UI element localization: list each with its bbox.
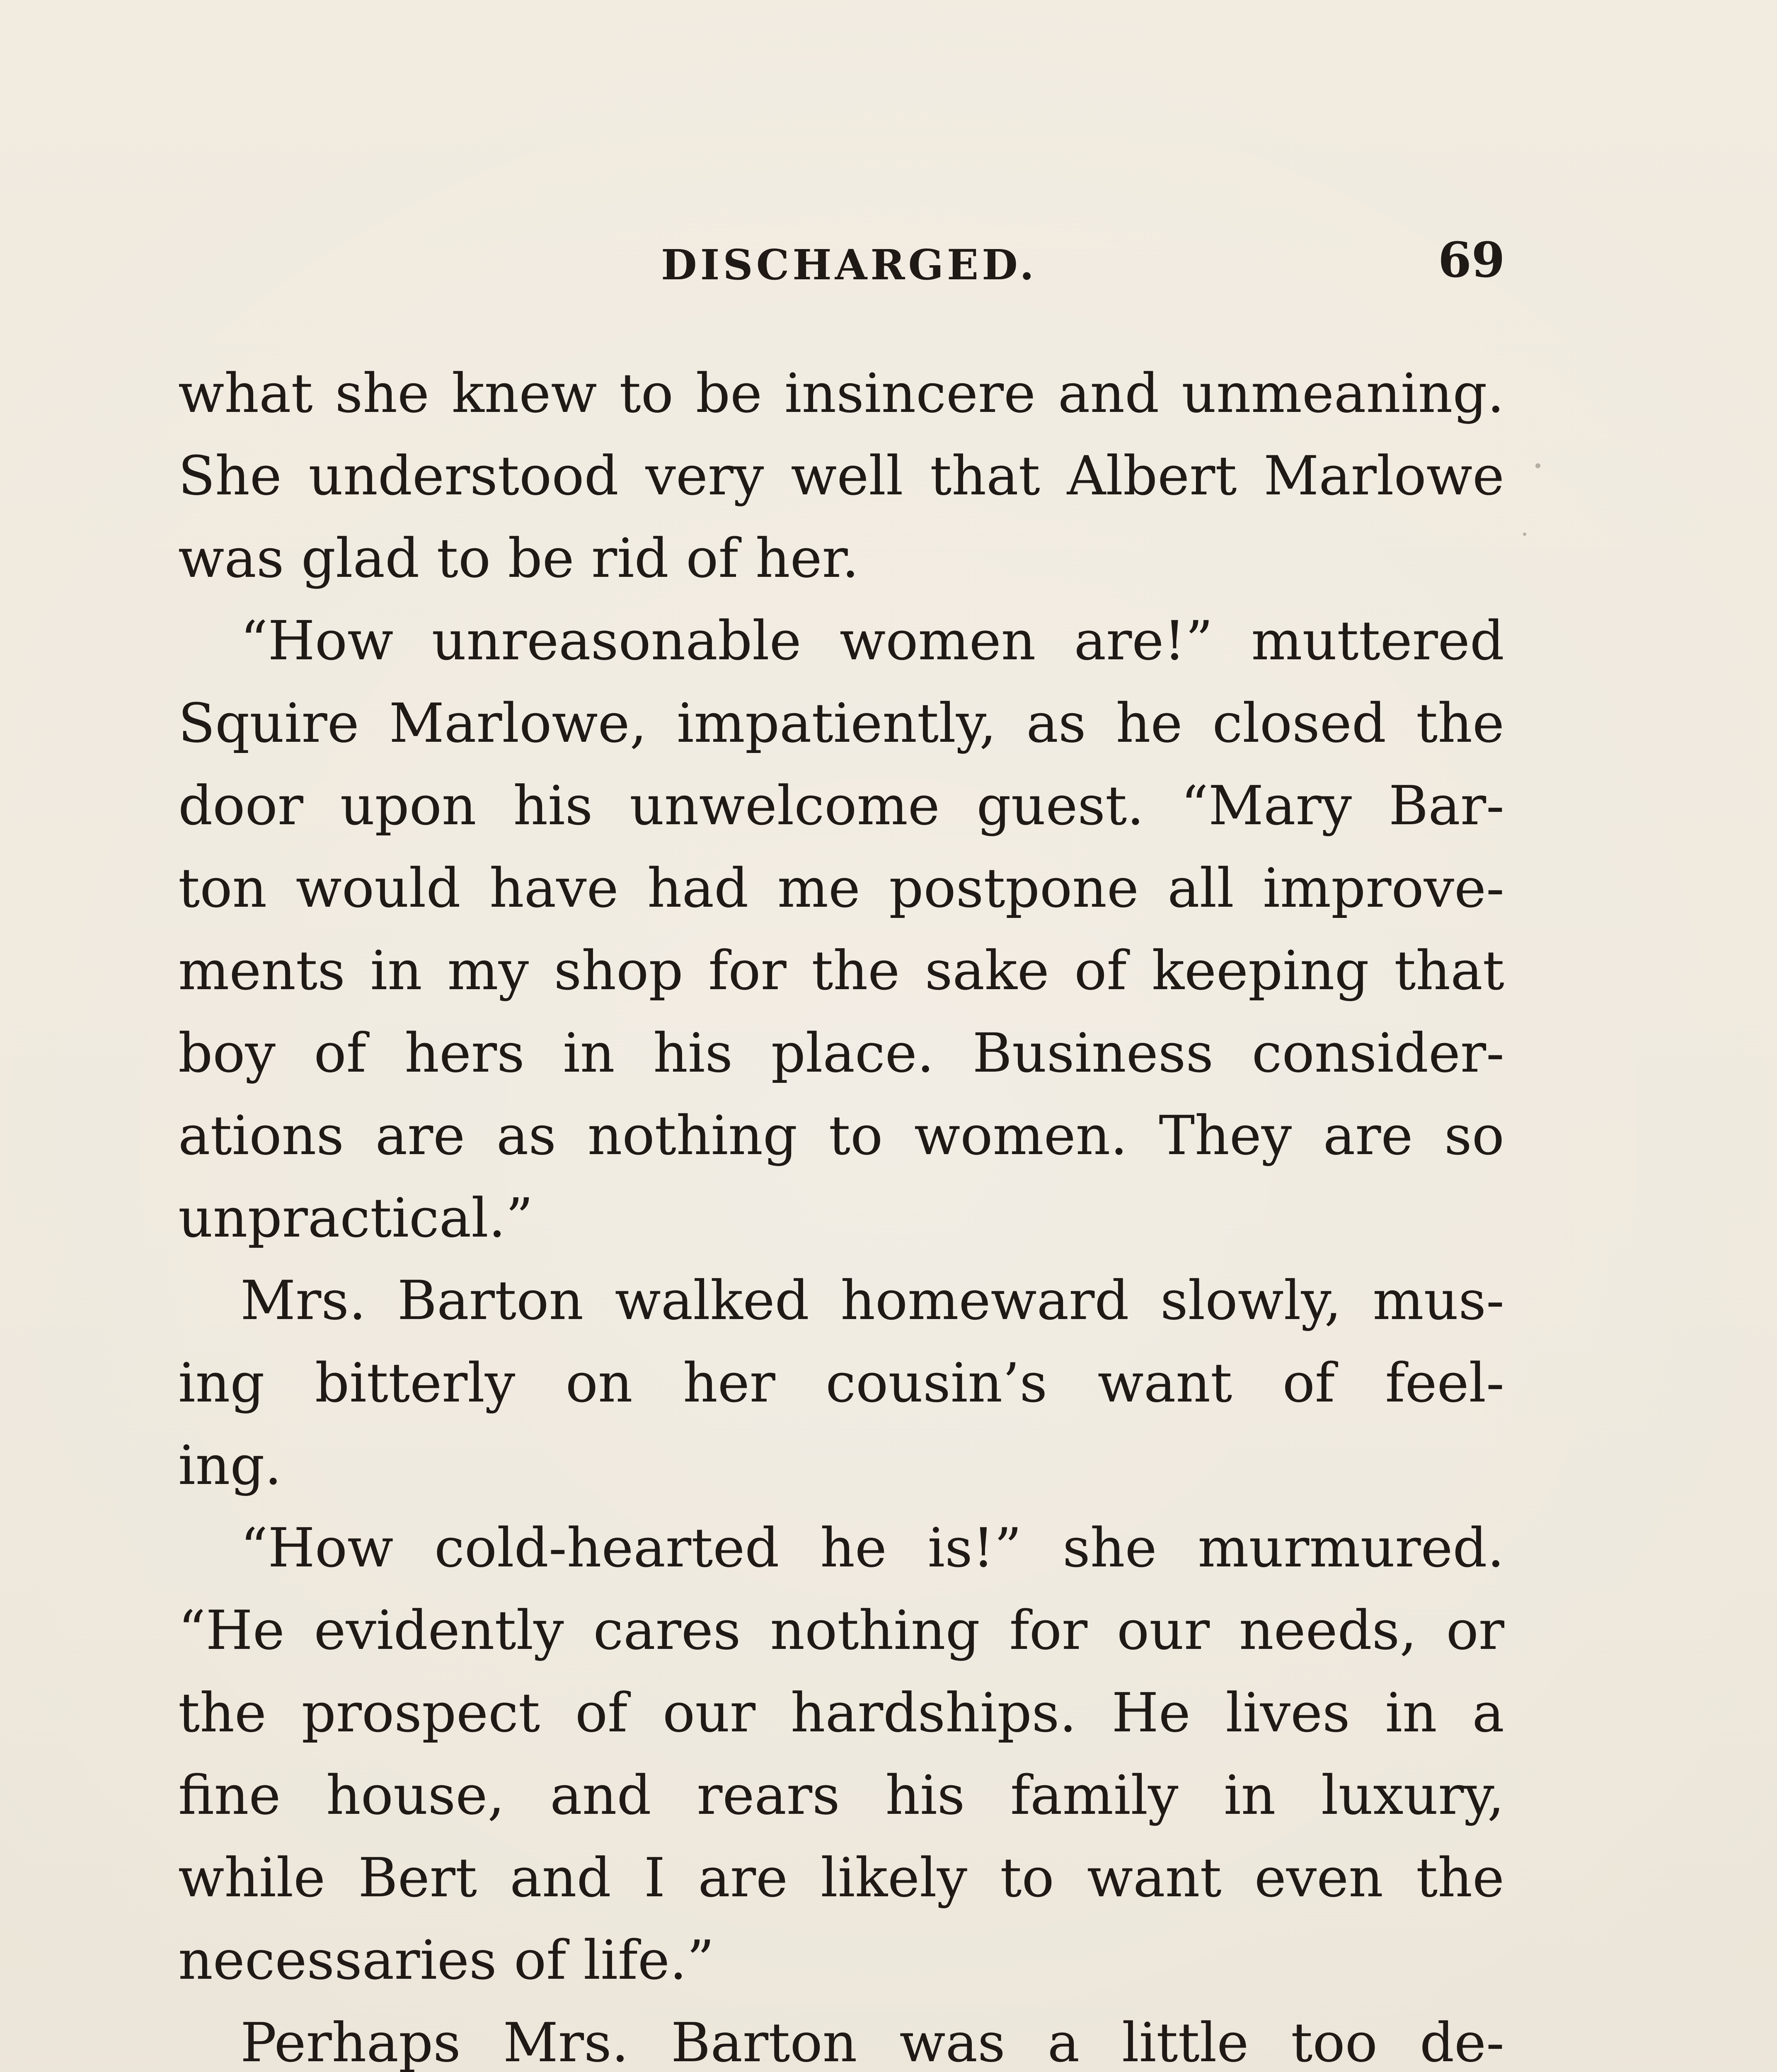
body-text — [178, 352, 1504, 2072]
text-line: “He evidently cares nothing for our needs, or — [178, 1599, 1504, 1662]
text-line: ing bitterly on her cousin’s want of feel- — [178, 1351, 1504, 1414]
page-number: 69 — [1438, 232, 1505, 288]
text-line: door upon his unwelcome guest. “Mary Bar- — [178, 774, 1504, 837]
text-line: “How cold-hearted he is!” she murmured. — [240, 1516, 1504, 1579]
text-line: necessaries of life.” — [178, 1929, 714, 1992]
text-line: ton would have had me postpone all improve- — [178, 857, 1504, 920]
text-line: ments in my shop for the sake of keeping that — [178, 939, 1504, 1002]
text-line: “How unreasonable women are!” muttered — [240, 609, 1504, 672]
text-line: Perhaps Mrs. Barton was a little too de- — [240, 2011, 1504, 2072]
paper-speck — [1523, 533, 1526, 536]
paper-speck — [1535, 463, 1540, 468]
text-line: ations are as nothing to women. They are so — [178, 1104, 1504, 1167]
text-line: while Bert and I are likely to want even the — [178, 1846, 1504, 1909]
text-line: boy of hers in his place. Business consider- — [178, 1021, 1504, 1084]
text-line: was glad to be rid of her. — [178, 527, 859, 590]
text-line: Squire Marlowe, impatiently, as he closed the — [178, 692, 1504, 755]
running-head-title: DISCHARGED. — [661, 240, 1038, 289]
text-line: fine house, and rears his family in luxury, — [178, 1764, 1504, 1827]
text-line: what she knew to be insincere and unmeaning. — [178, 362, 1504, 425]
text-line: She understood very well that Albert Marlowe — [178, 444, 1504, 507]
text-line: Mrs. Barton walked homeward slowly, mus- — [240, 1269, 1504, 1332]
text-line: the prospect of our hardships. He lives in a — [178, 1681, 1504, 1744]
text-line: ing. — [178, 1434, 282, 1497]
text-line: unpractical.” — [178, 1186, 533, 1249]
